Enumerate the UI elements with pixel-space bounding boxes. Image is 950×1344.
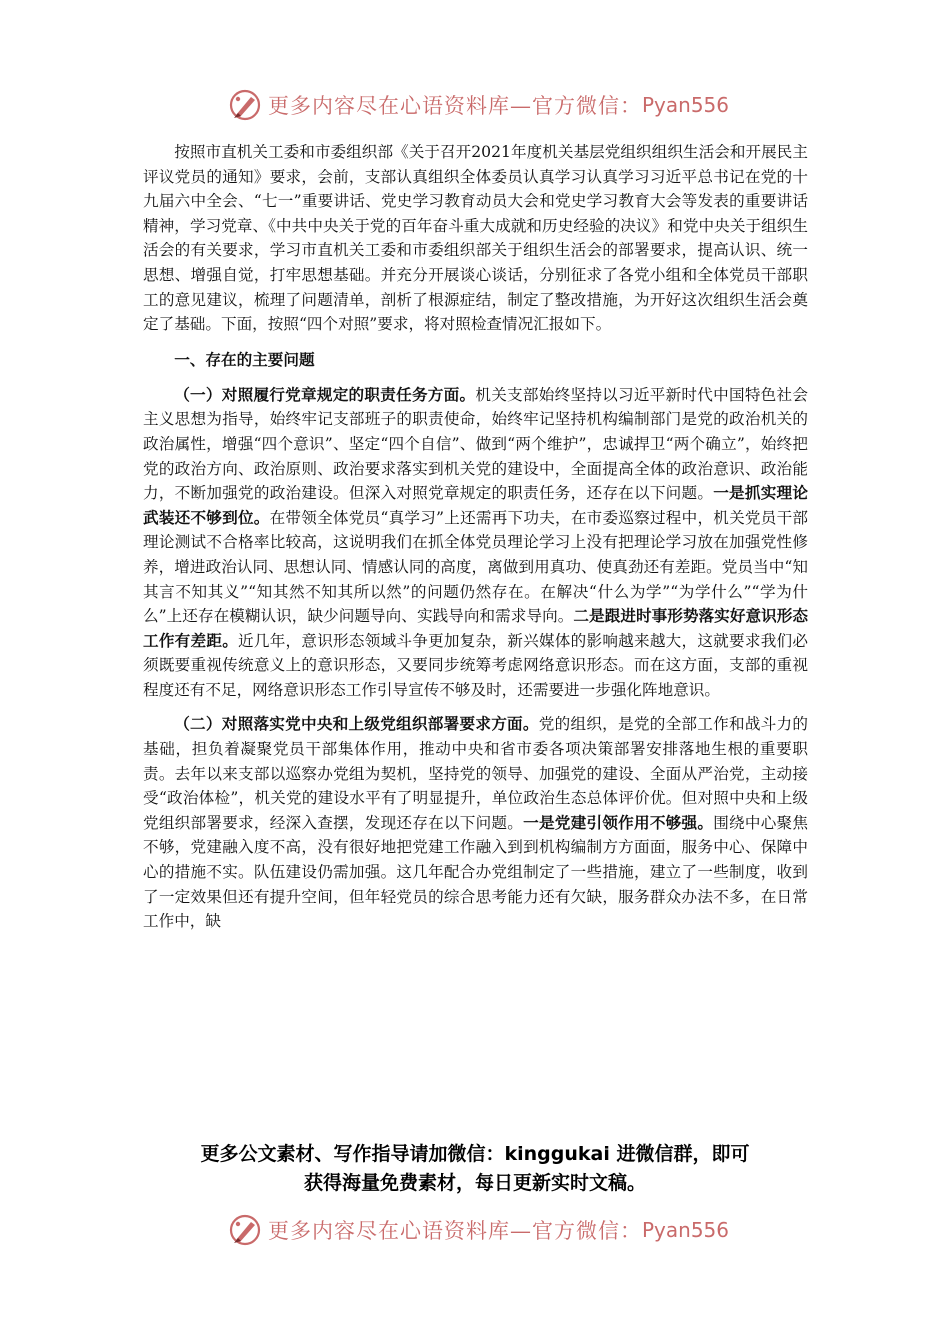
watermark-header [228,88,729,122]
item1-text-b: 在带领全体党员“真学习”上还需再下功夫，在市委巡察过程中，机关党员干部理论测试不合格率比较高，这说明我们在抓全体党员理论学习上没有把理论学习放在加强党性修养，增进政治认同、思想认同、情感认同的高度，离做到用真功、使真劲还有差距。党员当中“知其言不知其义”“知其然不知其所以然”的问题仍然存在。在解决“什么为学”“为学什么”“学为什么”上还存在模糊认识，缺少问题导向、实践导向和需求导向。 [143,508,808,626]
item2-title: （二）对照落实党中央和上级党组织部署要求方面。 [174,714,539,734]
watermark-text: 更多内容尽在心语资料库—官方微信： [268,94,642,118]
item1-point2: 二是跟进时事形势落实好意识形态工作有差距。 [143,606,808,650]
promo-line-2: 获得海量免费素材，每日更新实时文稿。 [303,1172,646,1194]
pen-logo-icon [228,88,262,122]
item1-text-c: 近几年，意识形态领域斗争更加复杂，新兴媒体的影响越来越大，这就要求我们必须既要重视传统意义上的意识形态，又要同步统筹考虑网络意识形态。而在这方面，支部的重视程度还有不足，网络意识形态工作引导宣传不够及时，还需要进一步强化阵地意识。 [143,631,808,699]
promo-banner [140,1140,810,1198]
section-heading: 一、存在的主要问题 [174,349,315,369]
watermark-wechat-id: Pyan556 [642,1218,730,1242]
watermark-text: 更多内容尽在心语资料库—官方微信： [268,1219,642,1243]
pen-logo-icon [228,1213,262,1247]
watermark-footer [228,1213,729,1247]
item2-text-b: 围绕中心聚焦不够，党建融入度不高，没有很好地把党建工作融入到到机构编制方方面面，服务中心、保障中心的措施不实。队伍建设仍需加强。这几年配合办党组制定了一些措施，建立了一些制度，收到了一定效果但还有提升空间，但年轻党员的综合思考能力还有欠缺，服务群众办法不多，在日常工作中，缺 [143,813,808,931]
item2-point1: 一是党建引领作用不够强。 [523,812,714,832]
watermark-wechat-id: Pyan556 [642,93,730,117]
intro-paragraph: 按照市直机关工委和市委组织部《关于召开2021年度机关基层党组织组织生活会和开展民主评议党员的通知》要求，会前，支部认真组织全体委员认真学习认真学习习近平总书记在党的十九届六中全会、“七一”重要讲话、党史学习教育动员大会和党史学习教育大会等发表的重要讲话精神，学习党章、《中共中央关于党的百年奋斗重大成就和历史经验的决议》和党中央关于组织生活会的有关要求，学习市直机关工委和市委组织部关于组织生活会的部署要求，提高认识、统一思想、增强自觉，打牢思想基础。并充分开展谈心谈话，分别征求了各党小组和全体党员干部职工的意见建议，梳理了问题清单，剖析了根源症结，制定了整改措施，为开好这次组织生活会奠定了基础。下面，按照“四个对照”要求，将对照检查情况汇报如下。 [143,143,808,334]
item1-paragraph [143,383,808,703]
item1-point1: 一是抓实理论武装还不够到位。 [143,483,808,527]
item2-text-a: 党的组织，是党的全部工作和战斗力的基础，担负着凝聚党员干部集体作用，推动中央和省市委各项决策部署安排落地生根的重要职责。去年以来支部以巡察办党组为契机，坚持党的领导、加强党的建设、全面从严治党，主动接受“政治体检”，机关党的建设水平有了明显提升，单位政治生态总体评价优。但对照中央和上级党组织部署要求，经深入查摆，发现还存在以下问题。 [143,715,808,832]
item1-title: （一）对照履行党章规定的职责任务方面。 [174,384,476,404]
document-body [143,140,808,934]
promo-line-1: 更多公文素材、写作指导请加微信：kinggukai 进微信群，即可 [200,1143,750,1165]
item1-text-a: 机关支部始终坚持以习近平新时代中国特色社会主义思想为指导，始终牢记支部班子的职责使命，始终牢记坚持机构编制部门是党的政治机关的政治属性，增强“四个意识”、坚定“四个自信”、做到“两个维护”，忠诚捍卫“两个确立”，始终把党的政治方向、政治原则、政治要求落实到机关党的建设中，全面提高全体的政治意识、政治能力，不断加强党的政治建设。但深入对照党章规定的职责任务，还存在以下问题。 [143,385,808,503]
item2-paragraph [143,712,808,933]
